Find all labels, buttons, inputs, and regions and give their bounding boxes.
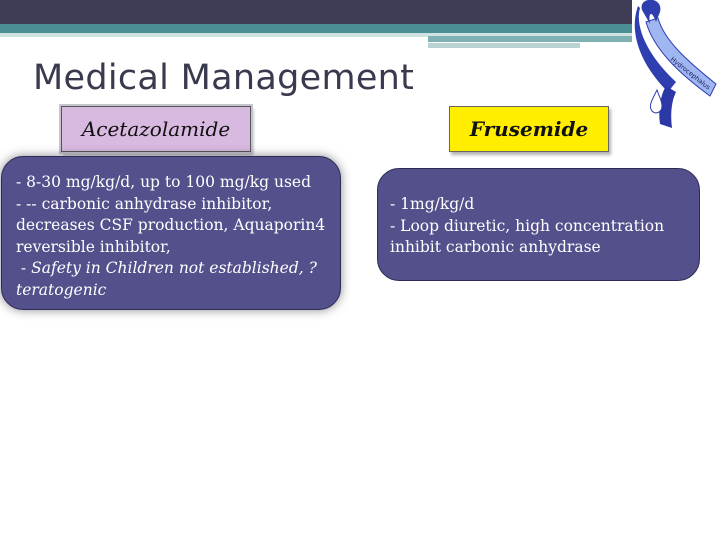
acetazolamide-line: decreases CSF production, Aquaporin4 [16, 216, 326, 234]
acetazolamide-safety-line [16, 258, 330, 280]
frusemide-label: Frusemide [449, 106, 609, 152]
accent-stripe-light [428, 43, 580, 48]
awareness-ribbon-icon [628, 0, 720, 130]
accent-stripe [428, 36, 632, 42]
frusemide-card [377, 168, 700, 281]
acetazolamide-card [1, 156, 341, 310]
slide-title: Medical Management [33, 58, 415, 98]
header-stripe [0, 24, 632, 33]
frusemide-line: - 1mg/kg/d [390, 195, 475, 213]
acetazolamide-line: reversible inhibitor, [16, 237, 171, 256]
safety-text: Safety in Children not established, ? [31, 259, 317, 277]
ribbon-text: Hydrocephalus [668, 55, 712, 92]
acetazolamide-label: Acetazolamide [61, 106, 251, 152]
frusemide-line: inhibit carbonic anhydrase [390, 238, 601, 256]
safety-text-continued: teratogenic [16, 280, 107, 299]
frusemide-line: - Loop diuretic, high concentration [390, 216, 665, 235]
header-banner [0, 0, 632, 24]
acetazolamide-line: - -- carbonic anhydrase inhibitor, [16, 194, 273, 213]
acetazolamide-line: - 8-30 mg/kg/d, up to 100 mg/kg used [16, 173, 312, 191]
safety-prefix: - [16, 259, 32, 277]
